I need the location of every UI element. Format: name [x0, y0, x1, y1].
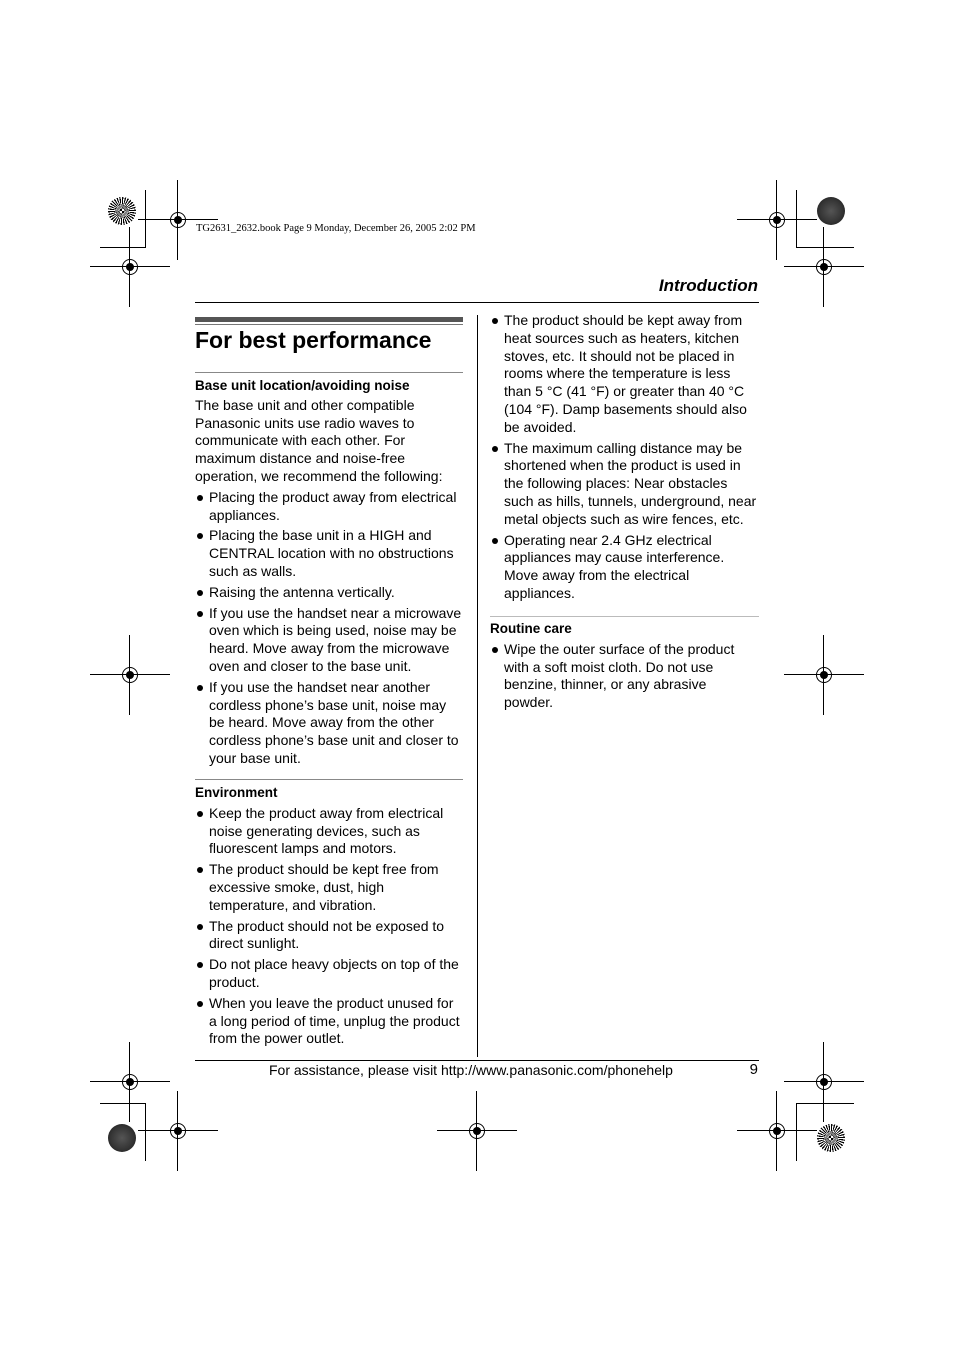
list-item: The maximum calling distance may be shortened when the product is used in the following places: Near obstacles such as hills, tunnels, underground, near metal objects such as wire fences, etc.: [490, 440, 759, 529]
bullet-list: [195, 805, 463, 1048]
crosshair-mark-icon: [160, 202, 196, 238]
routine-care-section: [490, 616, 759, 712]
print-registration-star-icon: [108, 1124, 136, 1152]
crop-mark: [145, 190, 146, 248]
crop-mark: [796, 247, 854, 248]
crosshair-mark-icon: [806, 657, 842, 693]
crosshair-mark-icon: [112, 657, 148, 693]
crosshair-mark-icon: [759, 202, 795, 238]
list-item: Raising the antenna vertically.: [195, 584, 463, 602]
subsection-heading: Environment: [195, 785, 278, 800]
list-item: Wipe the outer surface of the product with a soft moist cloth. Do not use benzine, thinner, or any abrasive powder.: [490, 641, 759, 712]
print-registration-star-icon: [108, 197, 136, 225]
crosshair-mark-icon: [112, 1064, 148, 1100]
crosshair-mark-icon: [806, 249, 842, 285]
crosshair-mark-icon: [160, 1113, 196, 1149]
print-registration-star-icon: [817, 197, 845, 225]
list-item: Placing the base unit in a HIGH and CENTRAL location with no obstructions such as walls.: [195, 527, 463, 580]
header-rule: [195, 302, 759, 303]
intro-paragraph: The base unit and other compatible Panasonic units use radio waves to communicate with each other. For maximum distance and noise-free operation, we recommend the following:: [195, 396, 443, 484]
print-registration-star-icon: [817, 1124, 845, 1152]
footer-assistance-text: For assistance, please visit http://www.panasonic.com/phonehelp: [269, 1062, 673, 1078]
environment-section: [195, 779, 463, 1048]
crop-mark: [796, 1103, 854, 1104]
crop-mark: [796, 190, 797, 248]
title-bar: [195, 317, 463, 322]
crop-mark: [100, 247, 146, 248]
crosshair-mark-icon: [759, 1113, 795, 1149]
list-item: The product should be kept free from excessive smoke, dust, high temperature, and vibration.: [195, 861, 463, 914]
list-item: The product should be kept away from heat sources such as heaters, kitchen stoves, etc. It should not be placed in rooms where the temperature is less than 5 °C (41 °F) or greater than 40 °C (104 °F). Damp basements should also be avoided.: [490, 312, 759, 437]
footer-rule: [195, 1060, 759, 1061]
list-item: Operating near 2.4 GHz electrical appliances may cause interference. Move away from the electrical appliances.: [490, 532, 759, 603]
list-item: Keep the product away from electrical noise generating devices, such as fluorescent lamps and motors.: [195, 805, 463, 858]
crosshair-mark-icon: [459, 1113, 495, 1149]
list-item: When you leave the product unused for a long period of time, unplug the product from the power outlet.: [195, 995, 463, 1048]
title-bar-thin: [195, 324, 463, 325]
crop-mark: [145, 1103, 146, 1161]
crosshair-mark-icon: [112, 249, 148, 285]
list-item: Placing the product away from electrical appliances.: [195, 489, 463, 525]
column-divider: [477, 315, 478, 1057]
left-column: [195, 372, 463, 768]
page-title: For best performance: [195, 327, 432, 353]
crop-mark: [796, 1103, 797, 1161]
list-item: Do not place heavy objects on top of the product.: [195, 956, 463, 992]
right-column: [490, 309, 759, 603]
crop-mark: [100, 1103, 146, 1104]
page-number: 9: [749, 1061, 758, 1078]
list-item: If you use the handset near a microwave oven which is being used, noise may be heard. Move away from the microwave oven and closer to the base unit.: [195, 605, 463, 676]
file-info-line: TG2631_2632.book Page 9 Monday, December 26, 2005 2:02 PM: [196, 223, 476, 234]
crosshair-mark-icon: [806, 1064, 842, 1100]
bullet-list: [490, 641, 759, 712]
list-item: If you use the handset near another cordless phone’s base unit, noise may be heard. Move away from the other cordless phone’s base unit and closer to your base unit.: [195, 679, 463, 768]
section-title: Introduction: [658, 276, 758, 295]
subsection-heading: Routine care: [490, 621, 572, 636]
list-item: The product should not be exposed to direct sunlight.: [195, 918, 463, 954]
bullet-list: [195, 489, 463, 768]
subsection-heading: Base unit location/avoiding noise: [195, 378, 410, 393]
bullet-list: [490, 312, 759, 603]
